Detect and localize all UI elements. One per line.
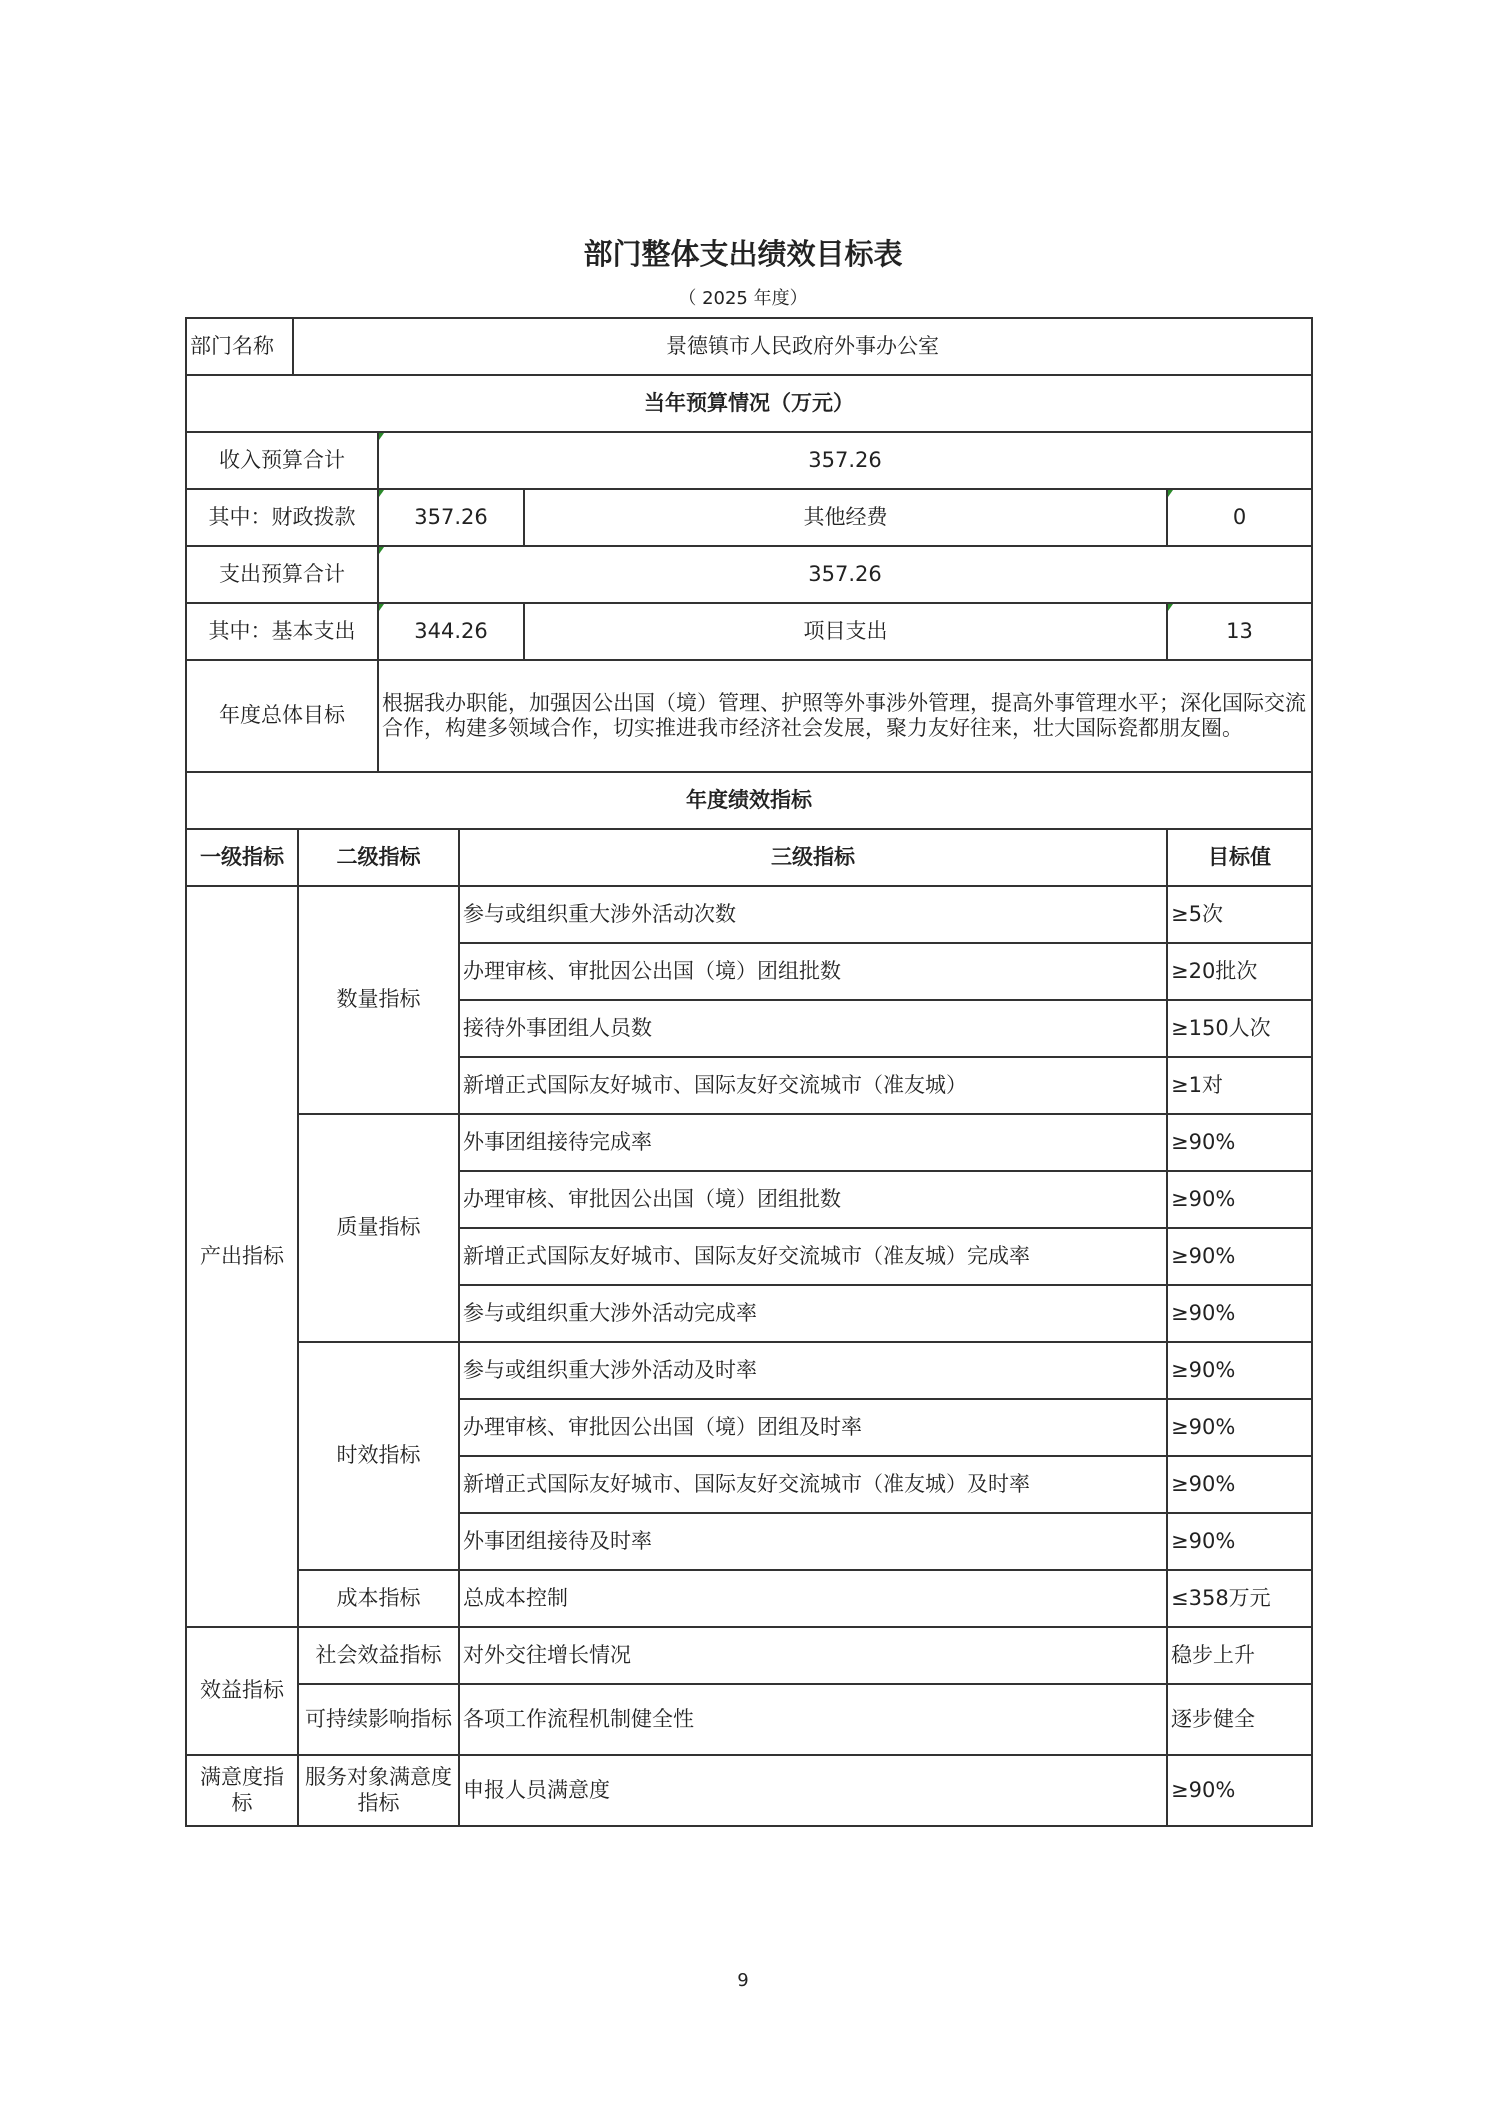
- level2-indicator: 时效指标: [298, 1342, 459, 1570]
- target-value: ≥90%: [1167, 1285, 1312, 1342]
- fiscal-value: 357.26: [378, 489, 524, 546]
- level3-indicator: 办理审核、审批因公出国（境）团组批数: [459, 943, 1167, 1000]
- target-value: ≥90%: [1167, 1342, 1312, 1399]
- level3-indicator: 办理审核、审批因公出国（境）团组及时率: [459, 1399, 1167, 1456]
- level3-indicator: 参与或组织重大涉外活动及时率: [459, 1342, 1167, 1399]
- target-value: ≥90%: [1167, 1456, 1312, 1513]
- level3-indicator: 外事团组接待及时率: [459, 1513, 1167, 1570]
- target-value: ≥90%: [1167, 1513, 1312, 1570]
- performance-table: [185, 317, 1313, 1827]
- level1-indicator: 满意度指标: [186, 1755, 298, 1826]
- page-number: 9: [737, 1970, 749, 1991]
- target-value: ≥90%: [1167, 1171, 1312, 1228]
- level3-indicator: 新增正式国际友好城市、国际友好交流城市（准友城）完成率: [459, 1228, 1167, 1285]
- level2-indicator: 社会效益指标: [298, 1627, 459, 1684]
- level3-indicator: 参与或组织重大涉外活动次数: [459, 886, 1167, 943]
- level2-indicator: 质量指标: [298, 1114, 459, 1342]
- goal-label: 年度总体目标: [186, 660, 378, 772]
- project-label: 项目支出: [524, 603, 1167, 660]
- level3-indicator: 申报人员满意度: [459, 1755, 1167, 1826]
- level3-indicator: 办理审核、审批因公出国（境）团组批数: [459, 1171, 1167, 1228]
- level2-indicator: 可持续影响指标: [298, 1684, 459, 1755]
- level1-indicator: 效益指标: [186, 1627, 298, 1755]
- expense-label: 支出预算合计: [186, 546, 378, 603]
- income-value: 357.26: [378, 432, 1312, 489]
- dept-row: [186, 318, 1312, 375]
- other-label: 其他经费: [524, 489, 1167, 546]
- indicator-row: [186, 1684, 1312, 1755]
- target-value: ≤358万元: [1167, 1570, 1312, 1627]
- goal-text: 根据我办职能，加强因公出国（境）管理、护照等外事涉外管理，提高外事管理水平；深化国际交流合作，构建多领域合作，切实推进我市经济社会发展，聚力友好往来，壮大国际瓷都朋友圈。: [378, 660, 1312, 772]
- budget-section-header: 当年预算情况（万元）: [186, 375, 1312, 432]
- target-value: ≥90%: [1167, 1114, 1312, 1171]
- target-value: ≥90%: [1167, 1755, 1312, 1826]
- target-value: ≥150人次: [1167, 1000, 1312, 1057]
- indicator-row: [186, 1114, 1312, 1171]
- level3-indicator: 参与或组织重大涉外活动完成率: [459, 1285, 1167, 1342]
- target-value: 逐步健全: [1167, 1684, 1312, 1755]
- level3-indicator: 各项工作流程机制健全性: [459, 1684, 1167, 1755]
- indicator-row: [186, 1342, 1312, 1399]
- target-value: ≥90%: [1167, 1228, 1312, 1285]
- indicators-section-header: 年度绩效指标: [186, 772, 1312, 829]
- level3-indicator: 新增正式国际友好城市、国际友好交流城市（准友城）: [459, 1057, 1167, 1114]
- level3-indicator: 新增正式国际友好城市、国际友好交流城市（准友城）及时率: [459, 1456, 1167, 1513]
- indicator-row: [186, 886, 1312, 943]
- indicator-row: [186, 1627, 1312, 1684]
- income-label: 收入预算合计: [186, 432, 378, 489]
- indicator-row: [186, 1570, 1312, 1627]
- level3-indicator: 总成本控制: [459, 1570, 1167, 1627]
- level3-indicator: 对外交往增长情况: [459, 1627, 1167, 1684]
- project-value: 13: [1167, 603, 1312, 660]
- level1-indicator: 产出指标: [186, 886, 298, 1627]
- basic-label: 其中：基本支出: [186, 603, 378, 660]
- header-level2: 二级指标: [298, 829, 459, 886]
- target-value: 稳步上升: [1167, 1627, 1312, 1684]
- other-value: 0: [1167, 489, 1312, 546]
- dept-label: 部门名称: [186, 318, 293, 375]
- fiscal-label: 其中：财政拨款: [186, 489, 378, 546]
- header-level1: 一级指标: [186, 829, 298, 886]
- target-value: ≥5次: [1167, 886, 1312, 943]
- level2-indicator: 服务对象满意度指标: [298, 1755, 459, 1826]
- dept-value: 景德镇市人民政府外事办公室: [293, 318, 1312, 375]
- year-subtitle: （ 2025 年度）: [678, 288, 808, 309]
- level3-indicator: 接待外事团组人员数: [459, 1000, 1167, 1057]
- target-value: ≥1对: [1167, 1057, 1312, 1114]
- level2-indicator: 成本指标: [298, 1570, 459, 1627]
- level3-indicator: 外事团组接待完成率: [459, 1114, 1167, 1171]
- basic-value: 344.26: [378, 603, 524, 660]
- level2-indicator: 数量指标: [298, 886, 459, 1114]
- header-target: 目标值: [1167, 829, 1312, 886]
- target-value: ≥90%: [1167, 1399, 1312, 1456]
- page-title: 部门整体支出绩效目标表: [583, 237, 903, 271]
- header-level3: 三级指标: [459, 829, 1167, 886]
- target-value: ≥20批次: [1167, 943, 1312, 1000]
- indicator-row: [186, 1755, 1312, 1826]
- expense-value: 357.26: [378, 546, 1312, 603]
